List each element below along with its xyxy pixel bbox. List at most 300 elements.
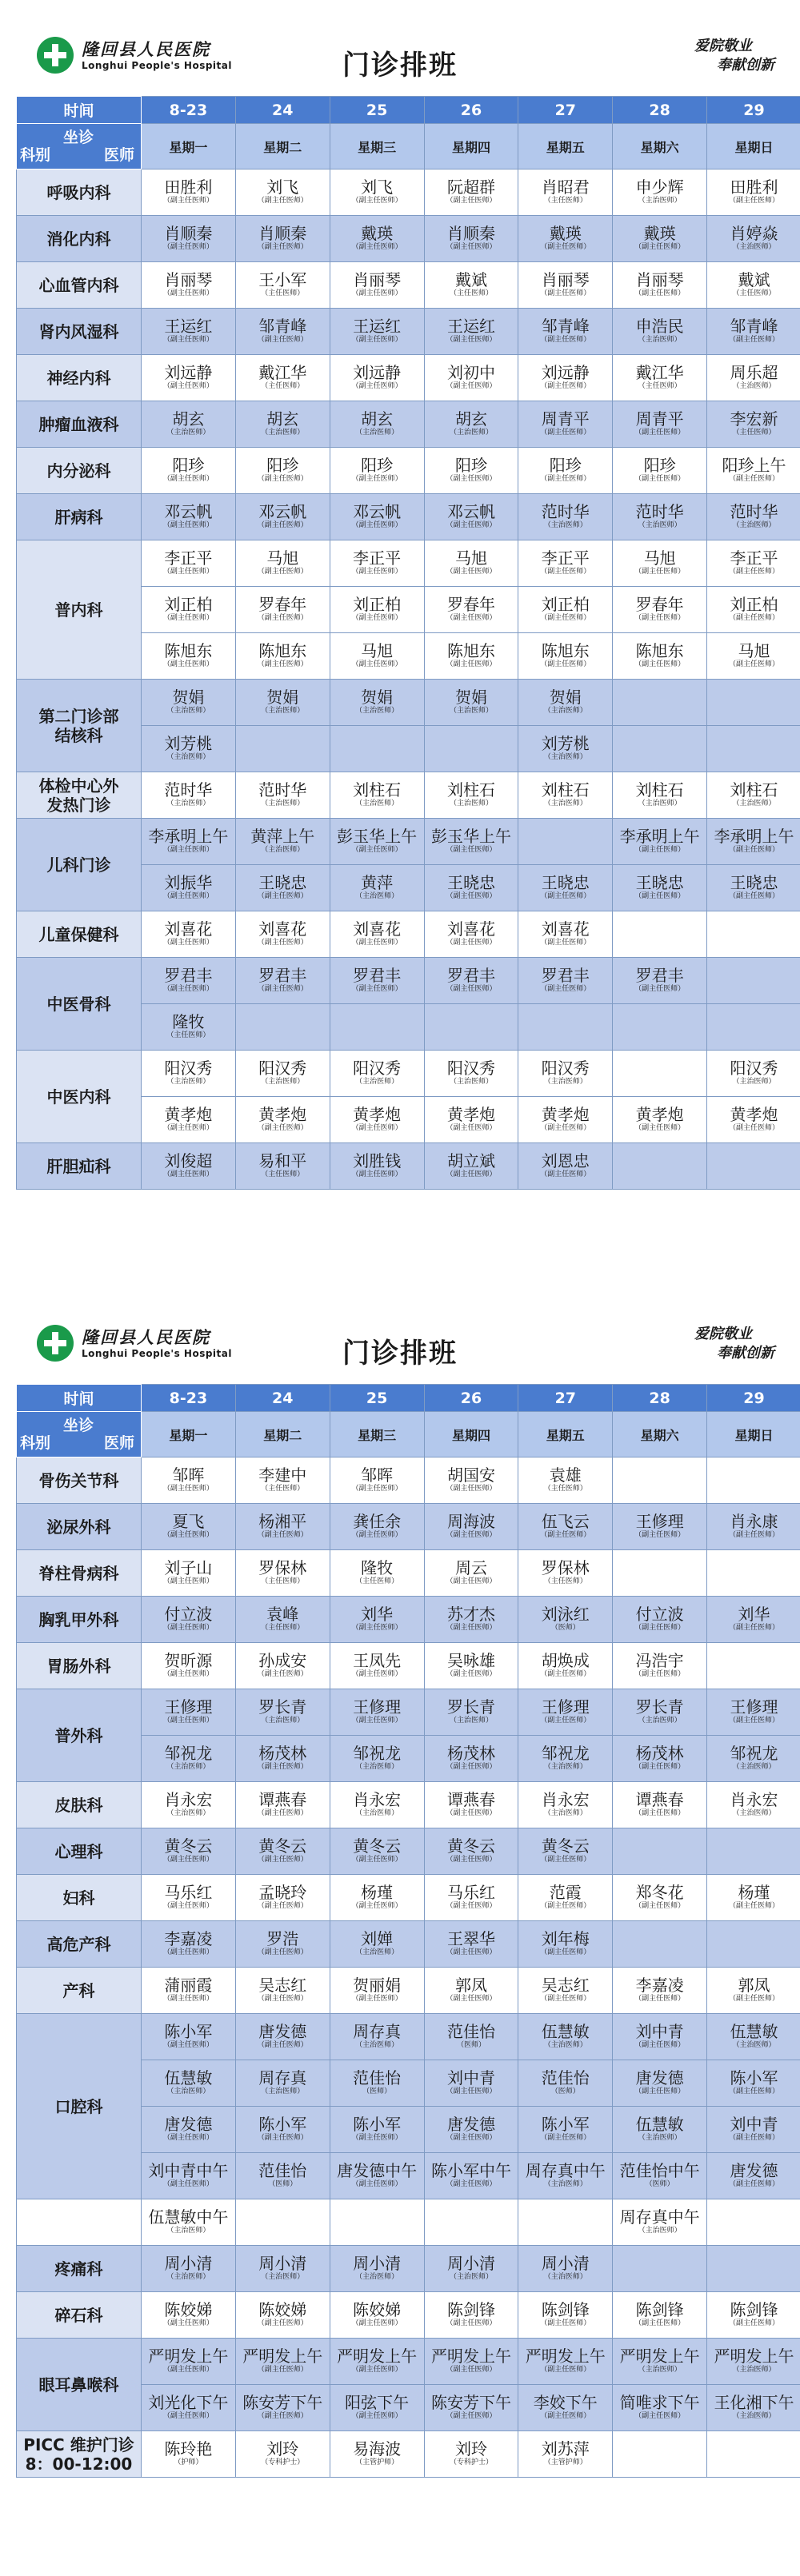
doctor-name: 刘中青 <box>446 2068 495 2088</box>
doctor-title: （副主任医师） <box>257 196 308 205</box>
department-cell <box>17 355 142 401</box>
doctor-title: （副主任医师） <box>446 1855 497 1864</box>
doctor-title: （主治医师） <box>638 1716 682 1725</box>
schedule-row <box>17 1550 800 1597</box>
doctor-title: （副主任医师） <box>257 1669 308 1678</box>
doctor-name: 胡玄 <box>172 409 205 429</box>
department-name: 内分泌科 <box>46 461 111 481</box>
doctor-cell <box>707 1597 800 1643</box>
doctor-title: （副主任医师） <box>351 1855 402 1864</box>
doctor-title: （副主任医师） <box>257 1123 308 1132</box>
doctor-cell <box>235 2431 330 2478</box>
doctor-cell <box>518 865 613 911</box>
doctor-title: （副主任医师） <box>351 845 402 854</box>
doctor-cell <box>235 2199 330 2246</box>
weekday-cell: 星期一 <box>142 1412 236 1457</box>
doctor-name: 刘中青 <box>635 2021 684 2041</box>
department-name: 胸乳甲外科 <box>38 1609 119 1629</box>
doctor-title: （副主任医师） <box>257 567 308 576</box>
doctor-cell <box>707 2060 800 2107</box>
doctor-cell <box>235 1097 330 1143</box>
doctor-cell <box>707 1828 800 1875</box>
doctor-name: 刘中青 <box>730 2114 778 2134</box>
doctor-name: 肖永宏 <box>164 1789 213 1809</box>
doctor-title: （副主任医师） <box>162 2179 214 2188</box>
doctor-name: 王运红 <box>164 316 213 336</box>
doctor-name: 范时华 <box>730 501 778 521</box>
doctor-title: （副主任医师） <box>351 196 402 205</box>
doctor-cell <box>330 1097 424 1143</box>
doctor-cell <box>330 587 424 633</box>
doctor-name: 刘俊超 <box>164 1150 213 1170</box>
doctor-cell <box>613 494 707 540</box>
doctor-cell <box>330 448 424 494</box>
doctor-cell <box>235 1689 330 1736</box>
doctor-cell <box>424 1004 518 1051</box>
schedule-row <box>17 819 800 865</box>
doctor-cell <box>235 1875 330 1921</box>
doctor-title: （主治医师） <box>261 2272 305 2281</box>
schedule-row <box>17 958 800 1004</box>
doctor-name: 陈旭东 <box>635 640 684 660</box>
weekday-cell: 星期日 <box>707 124 800 169</box>
doctor-cell <box>142 1550 236 1597</box>
doctor-cell <box>613 2246 707 2292</box>
doctor-cell <box>518 911 613 958</box>
doctor-cell <box>424 1457 518 1504</box>
department-cell <box>17 1597 142 1643</box>
doctor-cell <box>142 540 236 587</box>
doctor-cell <box>518 2199 613 2246</box>
doctor-name: 马旭 <box>454 548 487 568</box>
doctor-cell <box>518 401 613 448</box>
doctor-name: 贺娟 <box>549 687 582 707</box>
doctor-title: （主治医师） <box>543 1808 587 1817</box>
doctor-title: （主任医师） <box>732 428 776 437</box>
doctor-name: 贺昕源 <box>164 1650 213 1670</box>
doctor-cell <box>613 726 707 772</box>
doctor-cell <box>613 772 707 819</box>
doctor-title: （主治医师） <box>732 242 776 251</box>
doctor-title: （副主任医师） <box>162 1716 214 1725</box>
doctor-title: （副主任医师） <box>729 2133 780 2142</box>
doctor-cell <box>518 1457 613 1504</box>
doctor-cell <box>518 1782 613 1828</box>
doctor-title: （主治医师） <box>543 520 587 529</box>
doctor-cell <box>330 216 424 262</box>
doctor-name: 周青平 <box>541 409 590 429</box>
weekday-header-row <box>17 1412 800 1457</box>
doctor-cell <box>518 1689 613 1736</box>
schedule-table <box>16 96 800 1190</box>
doctor-cell <box>613 1828 707 1875</box>
doctor-title: （副主任医师） <box>446 984 497 993</box>
doctor-name: 范时华 <box>258 780 307 800</box>
doctor-cell <box>424 1968 518 2014</box>
doctor-cell <box>142 2292 236 2339</box>
doctor-cell <box>613 2385 707 2431</box>
corner-cell <box>17 1385 142 1412</box>
doctor-name: 肖昭君 <box>541 177 590 197</box>
doctor-name: 黄冬云 <box>446 1836 495 1856</box>
department-name: 中医骨科 <box>46 994 111 1014</box>
doctor-name: 刘远静 <box>353 362 402 382</box>
corner-doctor-label: 医师 <box>103 1434 134 1452</box>
doctor-name: 陈安芳下午 <box>242 2392 323 2412</box>
doctor-title: （主治医师） <box>638 335 682 344</box>
doctor-cell <box>518 540 613 587</box>
doctor-title: （副主任医师） <box>634 289 686 297</box>
doctor-title: （主治医师） <box>543 1762 587 1771</box>
doctor-title: （副主任医师） <box>257 613 308 622</box>
doctor-title: （主任医师） <box>543 1577 587 1585</box>
doctor-cell <box>424 355 518 401</box>
schedule-row <box>17 1143 800 1190</box>
doctor-name: 王翠华 <box>446 1928 495 1948</box>
doctor-name: 阳珍 <box>454 455 487 475</box>
doctor-cell <box>235 2060 330 2107</box>
doctor-title: （医师） <box>362 2087 392 2095</box>
department-name: 碎石科 <box>54 2305 103 2325</box>
doctor-name: 阳珍上午 <box>722 455 786 475</box>
doctor-cell <box>518 216 613 262</box>
doctor-title: （副主任医师） <box>351 1716 402 1725</box>
doctor-title: （主任医师） <box>543 196 587 205</box>
doctor-cell <box>142 169 236 216</box>
doctor-title: （主治医师） <box>261 428 305 437</box>
doctor-name: 伍飞云 <box>541 1511 590 1531</box>
doctor-cell <box>330 1643 424 1689</box>
doctor-cell <box>142 958 236 1004</box>
doctor-title: （主治医师） <box>638 2133 682 2142</box>
doctor-cell <box>142 911 236 958</box>
doctor-cell <box>235 911 330 958</box>
doctor-title: （副主任医师） <box>351 2133 402 2142</box>
doctor-cell <box>235 2107 330 2153</box>
doctor-cell <box>707 2107 800 2153</box>
doctor-cell <box>142 819 236 865</box>
doctor-title: （副主任医师） <box>634 428 686 437</box>
doctor-cell <box>424 2199 518 2246</box>
doctor-name: 邓云帆 <box>258 501 307 521</box>
doctor-cell <box>613 1643 707 1689</box>
doctor-title: （主任医师） <box>261 381 305 390</box>
doctor-cell <box>330 680 424 726</box>
doctor-title: （副主任医师） <box>351 242 402 251</box>
doctor-title: （副主任医师） <box>634 2319 686 2327</box>
department-cell <box>17 309 142 355</box>
doctor-cell <box>142 587 236 633</box>
doctor-name: 邹祝龙 <box>730 1743 778 1763</box>
doctor-title: （副主任医师） <box>351 2179 402 2188</box>
doctor-name: 范时华 <box>164 780 213 800</box>
doctor-cell <box>330 1921 424 1968</box>
doctor-cell <box>142 2339 236 2385</box>
doctor-name: 刘喜花 <box>353 919 402 939</box>
doctor-cell <box>613 540 707 587</box>
doctor-cell <box>707 1504 800 1550</box>
doctor-name: 黄冬云 <box>258 1836 307 1856</box>
doctor-name: 刘胜钱 <box>353 1150 402 1170</box>
weekday-cell: 星期五 <box>518 1412 613 1457</box>
doctor-title: （副主任医师） <box>257 1808 308 1817</box>
doctor-name: 王晓忠 <box>258 872 307 892</box>
doctor-title: （副主任医师） <box>540 1716 591 1725</box>
doctor-name: 刘婵 <box>361 1928 394 1948</box>
doctor-title: （副主任医师） <box>446 381 497 390</box>
doctor-cell <box>424 2014 518 2060</box>
doctor-name: 王晓忠 <box>446 872 495 892</box>
doctor-title: （医师） <box>550 2087 580 2095</box>
schedule-row <box>17 355 800 401</box>
doctor-title: （副主任医师） <box>257 984 308 993</box>
doctor-cell <box>330 2199 424 2246</box>
doctor-cell <box>235 1550 330 1597</box>
doctor-name: 贺娟 <box>266 687 299 707</box>
doctor-cell <box>235 309 330 355</box>
doctor-cell <box>424 1689 518 1736</box>
doctor-title: （主治医师） <box>732 1762 776 1771</box>
date-cell: 29 <box>707 97 800 124</box>
doctor-name: 阳珍 <box>172 455 205 475</box>
doctor-name: 周小清 <box>164 2253 213 2273</box>
doctor-name: 易海波 <box>353 2438 402 2458</box>
doctor-cell <box>235 2153 330 2199</box>
doctor-cell <box>330 1143 424 1190</box>
doctor-cell <box>424 958 518 1004</box>
doctor-cell <box>424 865 518 911</box>
doctor-cell <box>17 2199 142 2246</box>
doctor-name: 刘子山 <box>164 1557 213 1577</box>
doctor-name: 隆牧 <box>172 1011 205 1031</box>
doctor-name: 王凤先 <box>353 1650 402 1670</box>
doctor-name: 黄孝炮 <box>730 1104 778 1124</box>
doctor-cell <box>613 633 707 680</box>
doctor-title: （副主任医师） <box>540 289 591 297</box>
doctor-title: （副主任医师） <box>634 1530 686 1539</box>
corner-dept-label: 科别 <box>20 146 51 164</box>
doctor-cell <box>424 1828 518 1875</box>
doctor-cell <box>707 680 800 726</box>
doctor-name: 贺娟 <box>454 687 487 707</box>
doctor-cell <box>707 1736 800 1782</box>
department-name: 肾内风湿科 <box>38 321 119 341</box>
doctor-name: 王晓忠 <box>635 872 684 892</box>
doctor-cell <box>424 1597 518 1643</box>
doctor-cell <box>518 262 613 309</box>
doctor-cell <box>518 494 613 540</box>
doctor-title: （副主任医师） <box>634 2087 686 2095</box>
corner-cell-lower <box>17 124 142 169</box>
doctor-cell <box>707 1968 800 2014</box>
doctor-title: （主治医师） <box>355 1077 399 1086</box>
doctor-title: （主任医师） <box>638 381 682 390</box>
doctor-title: （副主任医师） <box>162 1530 214 1539</box>
doctor-name: 戴瑛 <box>549 223 582 243</box>
doctor-title: （主治医师） <box>355 2272 399 2281</box>
doctor-cell <box>142 1643 236 1689</box>
doctor-name: 胡玄 <box>454 409 487 429</box>
doctor-cell <box>330 865 424 911</box>
doctor-title: （医师） <box>456 2040 486 2049</box>
date-cell: 28 <box>613 1385 707 1412</box>
doctor-name: 黄萍上午 <box>250 826 315 846</box>
doctor-title: （主治医师） <box>638 520 682 529</box>
doctor-name: 刘正柏 <box>164 594 213 614</box>
doctor-title: （副主任医师） <box>351 2319 402 2327</box>
department-name: 心血管内科 <box>38 275 119 295</box>
doctor-name: 贺丽娟 <box>353 1975 402 1995</box>
doctor-name: 刘华 <box>361 1604 394 1624</box>
doctor-title: （副主任医师） <box>634 891 686 900</box>
doctor-cell <box>518 2014 613 2060</box>
doctor-cell <box>235 2292 330 2339</box>
corner-cell <box>17 97 142 124</box>
doctor-title: （副主任医师） <box>162 1994 214 2003</box>
doctor-cell <box>330 540 424 587</box>
doctor-title: （副主任医师） <box>729 567 780 576</box>
doctor-cell <box>518 1968 613 2014</box>
doctor-title: （主治医师） <box>166 2226 210 2235</box>
doctor-cell <box>235 355 330 401</box>
page-header <box>16 27 784 96</box>
doctor-name: 刘喜花 <box>164 919 213 939</box>
date-cell: 24 <box>235 97 330 124</box>
department-name: 产科 <box>62 1980 95 2000</box>
doctor-cell <box>330 2060 424 2107</box>
doctor-name: 邹晖 <box>361 1465 394 1485</box>
doctor-name: 唐发德 <box>258 2021 307 2041</box>
doctor-title: （副主任医师） <box>162 1170 214 1178</box>
doctor-cell <box>235 633 330 680</box>
doctor-name: 吴志红 <box>258 1975 307 1995</box>
doctor-cell <box>142 680 236 726</box>
doctor-cell <box>707 2385 800 2431</box>
schedule-row <box>17 1782 800 1828</box>
department-name: 胃肠外科 <box>46 1656 111 1676</box>
doctor-name: 胡玄 <box>361 409 394 429</box>
doctor-name: 孟晓玲 <box>258 1882 307 1902</box>
doctor-cell <box>235 169 330 216</box>
doctor-cell <box>424 540 518 587</box>
doctor-cell <box>142 1457 236 1504</box>
department-name: 皮肤科 <box>54 1795 103 1815</box>
doctor-cell <box>707 401 800 448</box>
doctor-name: 陈旭东 <box>258 640 307 660</box>
doctor-name: 郭凤 <box>454 1975 487 1995</box>
doctor-name: 王修理 <box>541 1697 590 1717</box>
doctor-cell <box>518 2339 613 2385</box>
doctor-title: （副主任医师） <box>446 520 497 529</box>
schedule-row <box>17 2431 800 2478</box>
doctor-title: （副主任医师） <box>540 2365 591 2374</box>
doctor-cell <box>518 680 613 726</box>
doctor-cell <box>142 216 236 262</box>
doctor-name: 李嘉凌 <box>164 1928 213 1948</box>
doctor-cell <box>707 1457 800 1504</box>
doctor-cell <box>330 633 424 680</box>
doctor-title: （副主任医师） <box>540 613 591 622</box>
doctor-name: 谭燕春 <box>635 1789 684 1809</box>
doctor-title: （主治医师） <box>449 428 493 437</box>
doctor-title: （副主任医师） <box>446 2179 497 2188</box>
doctor-title: （副主任医师） <box>540 2319 591 2327</box>
doctor-cell <box>235 216 330 262</box>
doctor-name: 黄冬云 <box>164 1836 213 1856</box>
doctor-name: 蒲丽霞 <box>164 1975 213 1995</box>
doctor-cell <box>235 401 330 448</box>
department-cell <box>17 2431 142 2478</box>
doctor-cell <box>613 1550 707 1597</box>
doctor-cell <box>518 633 613 680</box>
doctor-title: （副主任医师） <box>162 2319 214 2327</box>
doctor-cell <box>142 309 236 355</box>
doctor-cell <box>613 1457 707 1504</box>
doctor-cell <box>707 540 800 587</box>
department-cell <box>17 216 142 262</box>
doctor-name: 李嘉凌 <box>635 1975 684 1995</box>
doctor-title: （主治医师） <box>166 799 210 807</box>
schedule-row <box>17 2199 800 2246</box>
doctor-name: 刘喜花 <box>258 919 307 939</box>
schedule-row <box>17 1689 800 1736</box>
doctor-cell <box>707 865 800 911</box>
doctor-name: 陈小军 <box>730 2068 778 2088</box>
doctor-name: 范佳怡 <box>353 2068 402 2088</box>
doctor-cell <box>518 587 613 633</box>
doctor-name: 刘柱石 <box>353 780 402 800</box>
doctor-cell <box>707 1143 800 1190</box>
doctor-title: （副主任医师） <box>540 1855 591 1864</box>
corner-room-label: 坐诊 <box>63 1417 94 1434</box>
doctor-title: （副主任医师） <box>634 1623 686 1632</box>
doctor-name: 邓云帆 <box>164 501 213 521</box>
hospital-name-en: Longhui People's Hospital <box>82 1347 232 1359</box>
department-cell <box>17 958 142 1051</box>
doctor-cell <box>142 865 236 911</box>
doctor-cell <box>707 2431 800 2478</box>
doctor-name: 刘中青中午 <box>148 2160 229 2180</box>
department-name: 肝胆疝科 <box>46 1156 111 1176</box>
doctor-name: 简唯求下午 <box>619 2392 700 2412</box>
doctor-name: 戴瑛 <box>361 223 394 243</box>
doctor-cell <box>518 2246 613 2292</box>
doctor-name: 李正平 <box>164 548 213 568</box>
doctor-title: （副主任医师） <box>446 1123 497 1132</box>
doctor-title: （副主任医师） <box>351 938 402 947</box>
doctor-name: 罗浩 <box>266 1928 299 1948</box>
doctor-cell <box>235 772 330 819</box>
doctor-cell <box>518 448 613 494</box>
doctor-title: （副主任医师） <box>634 474 686 483</box>
doctor-title: （副主任医师） <box>162 2133 214 2142</box>
schedule-row <box>17 262 800 309</box>
doctor-title: （主治医师） <box>449 799 493 807</box>
schedule-row <box>17 448 800 494</box>
doctor-name: 肖丽琴 <box>164 269 213 289</box>
doctor-cell <box>330 309 424 355</box>
schedule-row <box>17 1051 800 1097</box>
doctor-name: 吴咏雄 <box>446 1650 495 1670</box>
doctor-cell <box>235 1457 330 1504</box>
doctor-title: （主管护师） <box>355 2458 399 2466</box>
doctor-title: （主治医师） <box>166 1808 210 1817</box>
doctor-cell <box>518 2431 613 2478</box>
doctor-name: 阳珍 <box>266 455 299 475</box>
doctor-name: 严明发上午 <box>337 2346 418 2366</box>
doctor-title: （副主任医师） <box>729 196 780 205</box>
doctor-title: （副主任医师） <box>729 1530 780 1539</box>
